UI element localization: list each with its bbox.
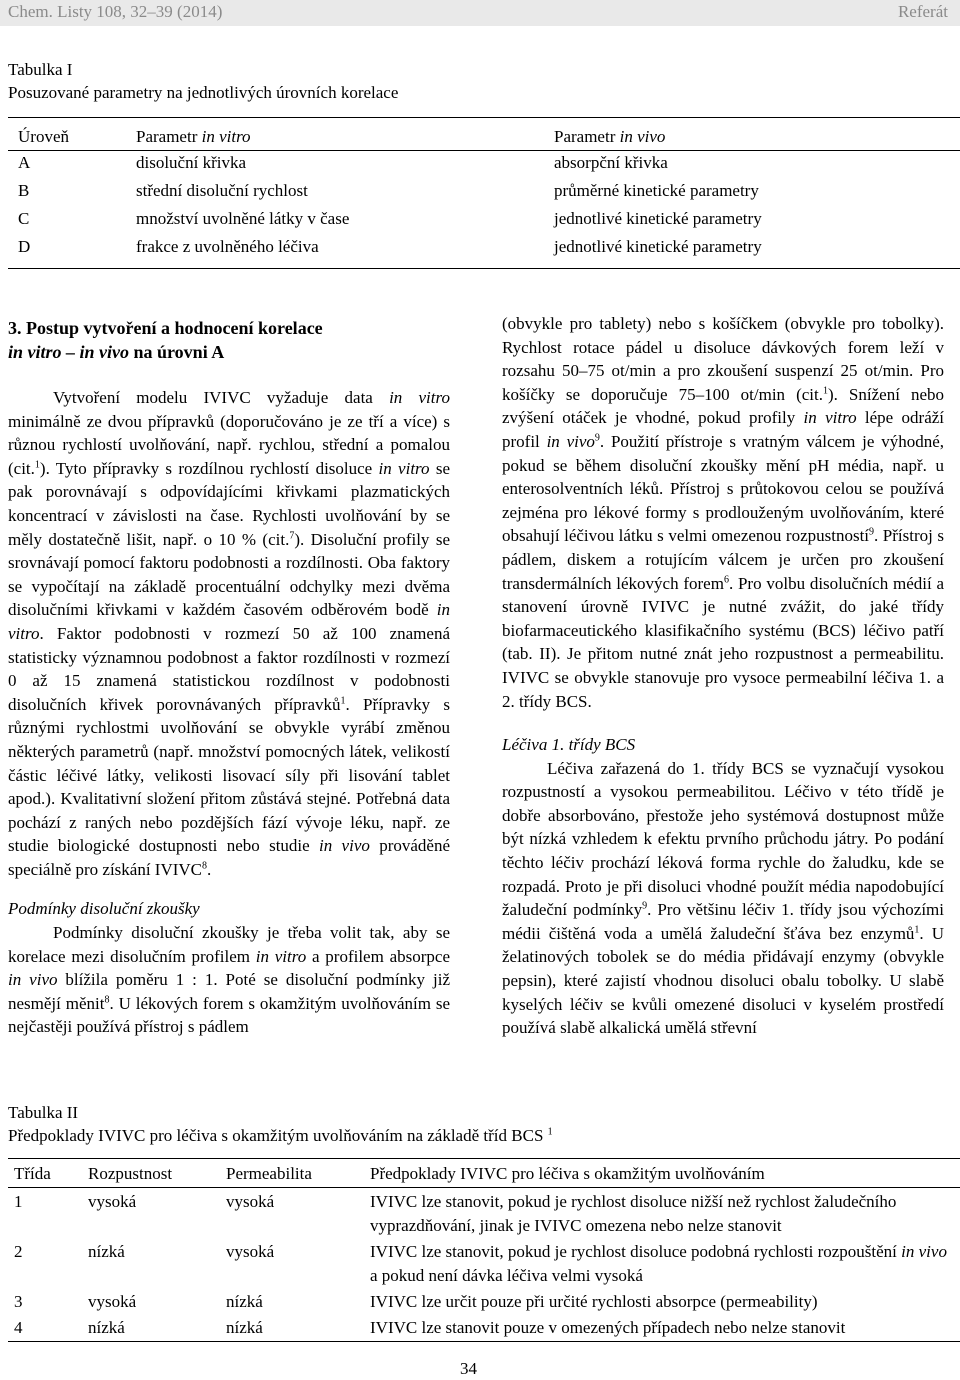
table1-cell: disoluční křivka bbox=[136, 153, 247, 172]
table2-top-rule bbox=[8, 1158, 960, 1159]
table1-row bbox=[8, 209, 960, 237]
table2-cell: vysoká bbox=[88, 1292, 137, 1311]
table1-cell: střední disoluční rychlost bbox=[136, 181, 308, 200]
table1-cell: absorpční křivka bbox=[554, 153, 668, 172]
table1-header-cell: Parametr in vitro bbox=[136, 127, 251, 146]
table1-header-cell: Parametr in vivo bbox=[554, 127, 666, 146]
table1-cell: D bbox=[18, 237, 31, 256]
table1-header-cell: Úroveň bbox=[18, 127, 69, 146]
table2-cell: nízká bbox=[88, 1318, 125, 1337]
table2-cell: 2 bbox=[14, 1242, 23, 1261]
subsection-heading-dissolution: Podmínky disoluční zkoušky bbox=[8, 899, 200, 919]
table1-caption bbox=[8, 58, 398, 104]
dissolution-paragraph: Podmínky disoluční zkoušky je třeba volit tak, aby se korelace mezi disolučním profilem in vitro a profilem absorpce in vivo blížila poměru 1 : 1. Poté se disoluční podmínky již nesmějí měnit$^8$. U lékových forem s okamžitým uvolňováním se nejčastěji používá přístroj s pádlem bbox=[8, 923, 450, 1037]
table1-row bbox=[8, 181, 960, 209]
table2-cell: nízká bbox=[226, 1318, 263, 1337]
table2-header-rule bbox=[8, 1187, 960, 1188]
table1-top-rule bbox=[8, 117, 960, 118]
left-column bbox=[8, 312, 450, 1039]
table2-row bbox=[8, 1290, 960, 1316]
table1-cell: průměrné kinetické parametry bbox=[554, 181, 759, 200]
table1-cell: B bbox=[18, 181, 30, 200]
table2-row bbox=[8, 1316, 960, 1342]
page-number: 34 bbox=[460, 1359, 477, 1378]
table2-title: Předpoklady IVIVC pro léčiva s okamžitým uvolňováním na základě tříd BCS $^1$ bbox=[8, 1126, 553, 1145]
table2-cell: IVIVC lze určit pouze při určité rychlosti absorpce (permeability) bbox=[370, 1292, 818, 1311]
table2-cell: 3 bbox=[14, 1292, 23, 1311]
table1-row bbox=[8, 153, 960, 181]
table2-bottom-rule bbox=[8, 1341, 960, 1342]
table1-bottom-rule bbox=[8, 268, 960, 269]
table2-cell: vysoká bbox=[88, 1192, 137, 1211]
table2-header-row bbox=[8, 1162, 960, 1186]
table2-header-cell: Předpoklady IVIVC pro léčiva s okamžitým uvolňováním bbox=[370, 1164, 765, 1183]
table2-row bbox=[8, 1240, 960, 1290]
table1-label: Tabulka I bbox=[8, 60, 73, 79]
section-heading bbox=[8, 316, 450, 364]
table1-body bbox=[8, 153, 960, 265]
table2-cell: 4 bbox=[14, 1318, 23, 1337]
dissolution-paragraph-continued: (obvykle pro tablety) nebo s košíčkem (obvykle pro tobolky). Rychlost rotace pádel u disoluce dávkových forem leží v rozsahu 50–75 ot/min a pro zkoušení suspenzí 25 ot/min. Pro košíčky se doporučuje 75–100 ot/min (cit.$^1$). Snížení nebo zvýšení otáček je vhodné, pokud profily in vitro lépe odráží profil in vivo$^9$. Použití přístroje s vratným válcem je výhodné, pokud se během disoluční zkoušky mění pH média, např. u enterosolventních léků. Přístroj s průtokovou celou se používá zejména pro lékové formy s prodlouženým uvolňováním, které obsahují léčivou látku s velmi omezenou rozpustností$^9$. Přístroj s pádlem, diskem a rotujícím válcem je určen pro zkoušení transdermálních lékových forem$^6$. Pro volbu disolučních médií a stanovení úrovně IVIVC je nutné zvážit, do jaké třídy biofarmaceutického klasifikačního systému (BCS) léčivo patří (tab. II). Je přitom nutné znát jeho rozpustnost a permeabilitu. IVIVC se obvykle stanovuje pro vysoce permeabilní léčiva 1. a 2. třídy BCS. bbox=[502, 314, 945, 711]
table2-cell: nízká bbox=[88, 1242, 125, 1261]
table2-cell: vysoká bbox=[226, 1192, 275, 1211]
table2-body bbox=[8, 1190, 960, 1342]
table1-cell: množství uvolněné látky v čase bbox=[136, 209, 350, 228]
bcs1-paragraph: Léčiva zařazená do 1. třídy BCS se vyznačují vysokou rozpustností a vysokou permeabilitou. Léčivo v této třídě je dobře absorbováno, přestože jeho systémová dostupnost může být nízká vzhledem k efektu prvního průchodu játry. Po podání těchto léčiv prochází léková forma rychle do žaludku, kde se rozpadá. Proto je při disoluci vhodné použít média napodobující žaludeční podmínky$^9$. Pro většinu léčiv 1. třídy jsou výchozími médii čištěná voda a umělá žaludeční šťáva bez enzymů$^1$. U želatinových tobolek se do média přidávají enzymy (obvykle pepsin), které zajistí vhodnou disoluci obalu tobolky. U slabě kyselých léčiv se kvůli omezené disoluci v kyselém prostředí používá slabě alkalická umělá střevní bbox=[502, 758, 945, 1038]
article-type: Referát bbox=[897, 2, 948, 21]
table1-cell: A bbox=[18, 153, 31, 172]
table2-header-cell: Rozpustnost bbox=[88, 1164, 173, 1183]
table2-row bbox=[8, 1190, 960, 1240]
table1-header-rule bbox=[8, 150, 960, 151]
table2-header-cell: Permeabilita bbox=[226, 1164, 312, 1183]
section-heading-line2: in vitro – in vivo na úrovni A bbox=[8, 342, 225, 362]
table1-cell: C bbox=[18, 209, 30, 228]
table1-row bbox=[8, 237, 960, 265]
table2-header-cell: Třída bbox=[14, 1164, 51, 1183]
table2-caption bbox=[8, 1101, 553, 1147]
table2-cell: IVIVC lze stanovit, pokud je rychlost disoluce podobná rychlosti rozpouštění in vivo a pokud není dávka léčiva velmi vysoká bbox=[370, 1242, 947, 1285]
table1-cell: jednotlivé kinetické parametry bbox=[554, 237, 762, 256]
right-column bbox=[502, 312, 944, 1040]
section-paragraph: Vytvoření modelu IVIVC vyžaduje data in vitro minimálně ze dvou přípravků (doporučováno je ze tří a více) s různou rychlostí uvolňování, např. rychlou, střední a pomalou (cit.$^1$). Tyto přípravky s rozdílnou rychlostí disoluce in vitro se pak porovnávají s odpovídajícími křivkami plazmatických koncentrací v závislosti na čase. Rychlosti uvolňování by se měly dostatečně lišit, např. o 10 % (cit.$^7$). Disoluční profily se srovnávají pomocí faktoru podobnosti a rozdílnosti. Oba faktory se vypočítají na základě procentuální odchylky mezi dvěma disolučními křivkami v každém časovém odběrovém bodě in vitro. Faktor podobnosti v rozmezí 50 až 100 znamená statisticky významnou podobnost a faktor rozdílnosti v rozmezí 0 až 15 znamená statistickou rozdílnost v podobnosti disolučních křivek porovnávaných přípravků$^1$. Přípravky s různými rychlostmi uvolňování se obvykle vyrábí změnou některých parametrů (např. množství pomocných látek, velikostí částic léčivé látky, velikosti lisovací síly při lisování tablet apod.). Kvalitativní složení přitom zůstává stejné. Potřebná data pochází z raných nebo pozdějších fází vývoje léku, např. ze studie biologické dostupnosti nebo studie in vivo prováděné speciálně pro získání IVIVC$^8$. bbox=[8, 388, 451, 879]
table1-title: Posuzované parametry na jednotlivých úrovních korelace bbox=[8, 83, 399, 102]
journal-citation: Chem. Listy 108, 32–39 (2014) bbox=[8, 2, 223, 21]
table1-cell: frakce z uvolněného léčiva bbox=[136, 237, 319, 256]
table2-cell: nízká bbox=[226, 1292, 263, 1311]
subsection-heading-bcs1: Léčiva 1. třídy BCS bbox=[502, 735, 636, 755]
table2-cell: IVIVC lze stanovit pouze v omezených případech nebo nelze stanovit bbox=[370, 1318, 846, 1337]
table2-cell: 1 bbox=[14, 1192, 23, 1211]
table2-cell: vysoká bbox=[226, 1242, 275, 1261]
table2-cell: IVIVC lze stanovit, pokud je rychlost disoluce nižší než rychlost žaludečního vyprazdňování, jinak je IVIVC omezena nebo nelze stanovit bbox=[370, 1192, 897, 1235]
table1-cell: jednotlivé kinetické parametry bbox=[554, 209, 762, 228]
table2-label: Tabulka II bbox=[8, 1103, 79, 1122]
section-heading-line1: 3. Postup vytvoření a hodnocení korelace bbox=[8, 318, 323, 338]
